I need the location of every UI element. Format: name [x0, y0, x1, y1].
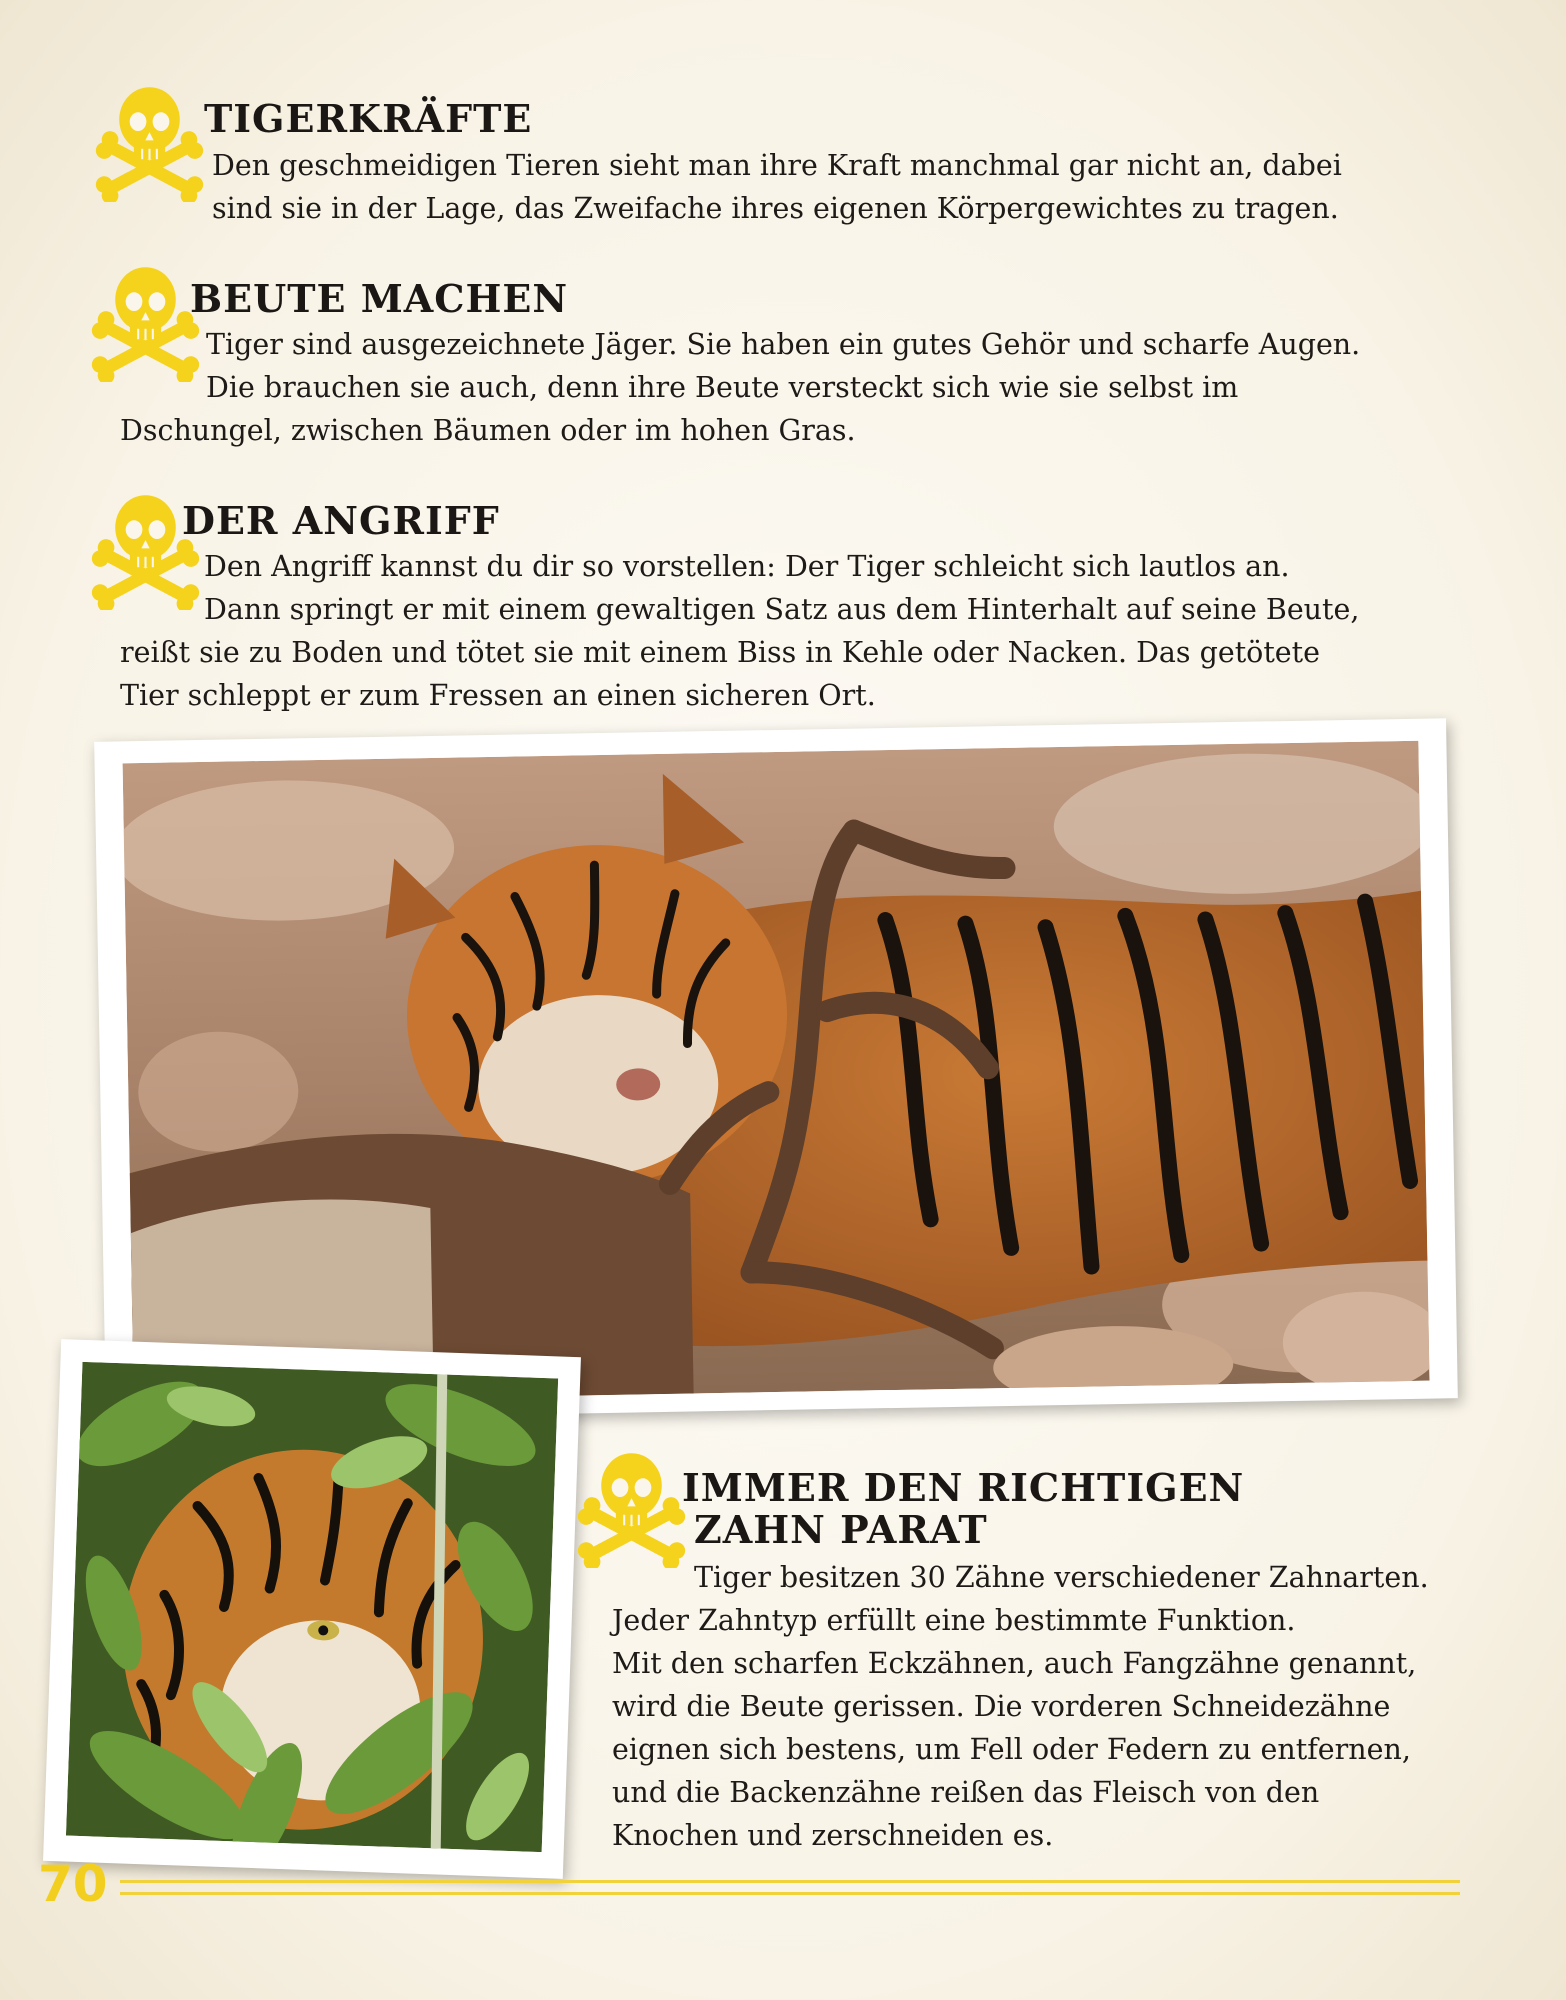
skull-crossbones-icon: [574, 1448, 689, 1568]
footer-rule: [120, 1880, 1460, 1883]
tiger-in-foliage-image: [66, 1362, 558, 1852]
footer-rule: [120, 1892, 1460, 1895]
section-text: Den Angriff kannst du dir so vorstellen: Der Tiger schleicht sich lautlos an. Dann springt er mit einem gewaltigen Satz aus dem Hinterhalt auf seine Beute, reißt sie zu Boden und tötet sie mit einem Biss in Kehle oder Nacken. Das getötete Tier schleppt er zum Fressen an einen sicheren Ort.: [120, 550, 1360, 712]
skull-crossbones-icon: [92, 82, 207, 202]
small-photo: [43, 1339, 581, 1879]
main-photo: [94, 718, 1458, 1421]
section-text: Tiger sind ausgezeichnete Jäger. Sie haben ein gutes Gehör und scharfe Augen. Die brauchen sie auch, denn ihre Beute versteckt sich wie sie selbst im Dschungel, zwischen Bäumen oder im hohen Gras.: [120, 328, 1361, 447]
tiger-with-deer-prey-image: [123, 741, 1430, 1404]
page-number: 70: [38, 1855, 108, 1913]
section-heading: DER ANGRIFF: [182, 498, 500, 543]
section-heading: BEUTE MACHEN: [190, 276, 569, 321]
section-heading: TIGERKRÄFTE: [204, 96, 533, 141]
section-heading: IMMER DEN RICHTIGEN ZAHN PARAT: [682, 1465, 1245, 1552]
section-text: Den geschmeidigen Tieren sieht man ihre Kraft manchmal gar nicht an, dabei sind sie in der Lage, das Zweifache ihres eigenen Körpergewichtes zu tragen.: [212, 149, 1342, 225]
section-text: Tiger besitzen 30 Zähne verschiedener Zahnarten. Jeder Zahntyp erfüllt eine bestimmte Funktion. Mit den scharfen Eckzähnen, auch Fangzähne genannt, wird die Beute gerissen. Die vorderen Schneidezähne eignen sich bestens, um Fell oder Federn zu entfernen, und die Backenzähne reißen das Fleisch von den Knochen und zerschneiden es.: [612, 1561, 1429, 1852]
